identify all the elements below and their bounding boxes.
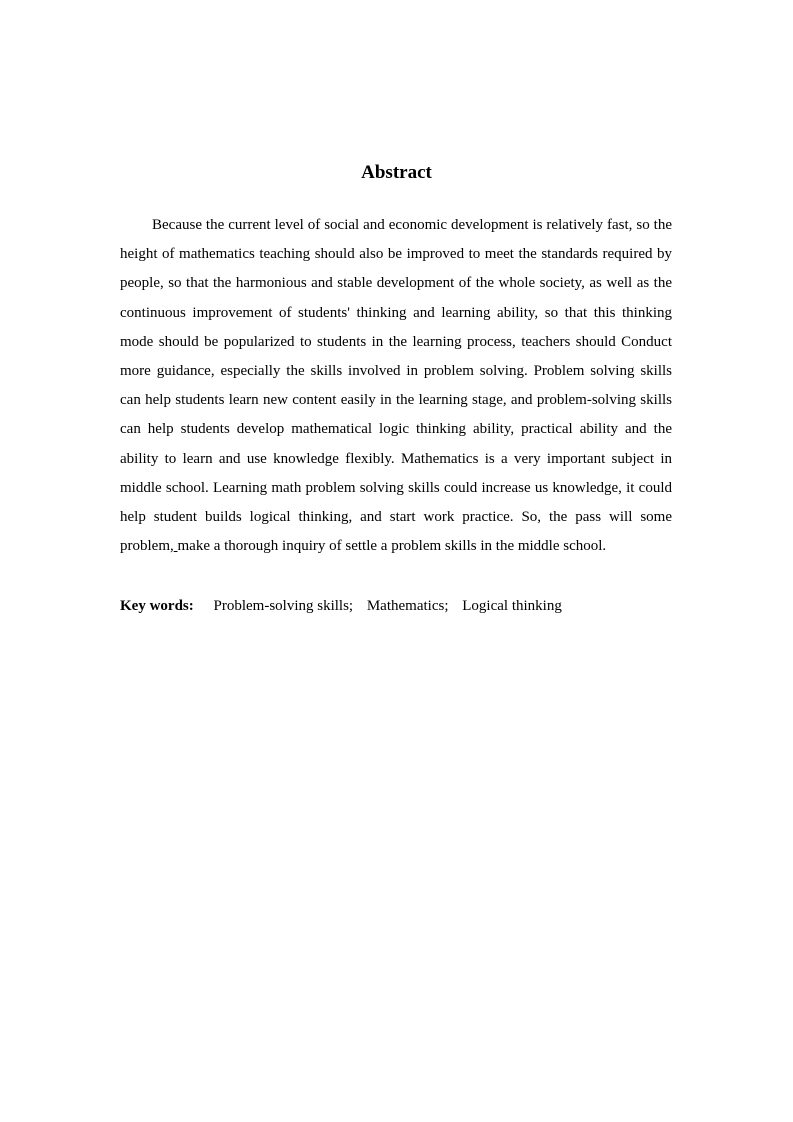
abstract-text-part2: make a thorough inquiry of settle a problem skills in the middle school. [177,538,607,555]
keyword-item: Logical thinking [462,598,562,614]
abstract-paragraph [120,211,672,561]
keywords-line [120,593,680,619]
abstract-text-part1: Because the current level of social and economic development is relatively fast, so the height of mathematics teaching should also be improved to meet the standards required by people, so that the harmonious and stable development of the whole society, as well as the continuous improvement of students' thinking and learning ability, so that this thinking mode should be popularized to students in the learning process, teachers should Conduct more guidance, especially the skills involved in problem solving. Problem solving skills can help students learn new content easily in the learning stage, and problem-solving skills can help students develop mathematical logic thinking ability, practical ability and the ability to learn and use knowledge flexibly. Mathematics is a very important subject in middle school. Learning math problem solving skills could increase us knowledge, it could help student builds logical thinking, and start work practice. So, the pass will some problem, [120,217,672,555]
keywords-label: Key words: [120,598,194,614]
keyword-item: Mathematics; [366,598,449,614]
abstract-title: Abstract [361,162,432,183]
abstract-body [120,211,672,561]
keyword-item: Problem-solving skills; [213,598,354,614]
